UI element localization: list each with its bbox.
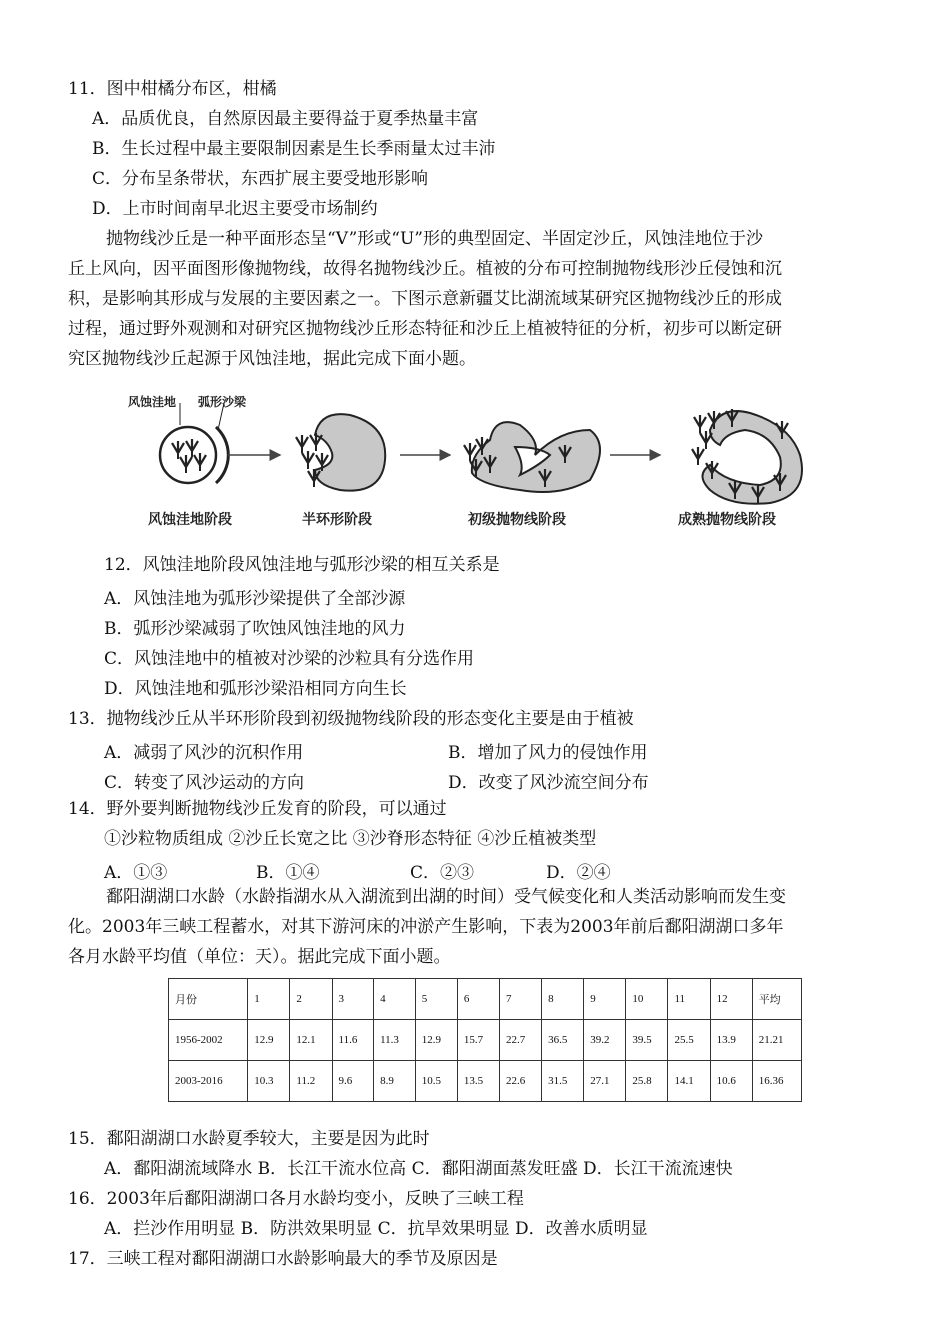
q14-items: ①沙粒物质组成 ②沙丘长宽之比 ③沙脊形态特征 ④沙丘植被类型 bbox=[104, 829, 597, 849]
table-cell: 10.5 bbox=[415, 1061, 457, 1102]
passage2-line: 化。2003年三峡工程蓄水，对其下游河床的冲淤产生影响，下表为2003年前后鄱阳湖湖口多年 bbox=[68, 917, 784, 937]
stage3-initial-parabola-graphic bbox=[464, 422, 600, 492]
table-header-row bbox=[169, 979, 802, 1020]
q12-stem: 12．风蚀洼地阶段风蚀洼地与弧形沙梁的相互关系是 bbox=[104, 555, 500, 575]
table-cell: 39.2 bbox=[584, 1020, 626, 1061]
table-cell: 13.9 bbox=[710, 1020, 752, 1061]
q13-option-a: A．减弱了风沙的沉积作用 bbox=[104, 743, 304, 763]
passage1-line: 究区抛物线沙丘起源于风蚀洼地，据此完成下面小题。 bbox=[68, 349, 476, 369]
q11-option-d: D．上市时间南早北迟主要受市场制约 bbox=[92, 199, 378, 219]
table-cell: 12.1 bbox=[290, 1020, 332, 1061]
q12-option-b: B．弧形沙梁减弱了吹蚀风蚀洼地的风力 bbox=[104, 619, 406, 639]
q17-stem: 17．三峡工程对鄱阳湖湖口水龄影响最大的季节及原因是 bbox=[68, 1249, 498, 1269]
table-header-cell: 4 bbox=[374, 979, 416, 1020]
q13-option-c: C．转变了风沙运动的方向 bbox=[104, 773, 305, 793]
stage4-mature-parabola-graphic bbox=[692, 409, 802, 504]
q14-stem: 14．野外要判断抛物线沙丘发育的阶段，可以通过 bbox=[68, 799, 447, 819]
q12-option-c: C．风蚀洼地中的植被对沙梁的沙粒具有分选作用 bbox=[104, 649, 475, 669]
passage-poyang-water-age bbox=[68, 882, 786, 972]
table-cell: 15.7 bbox=[457, 1020, 499, 1061]
passage2-line: 各月水龄平均值（单位：天）。据此完成下面小题。 bbox=[68, 947, 451, 967]
table-cell: 25.5 bbox=[668, 1020, 710, 1061]
q16-options: A．拦沙作用明显 B．防洪效果明显 C．抗旱效果明显 D．改善水质明显 bbox=[104, 1219, 648, 1239]
table-cell: 9.6 bbox=[332, 1061, 374, 1102]
table-header-cell: 11 bbox=[668, 979, 710, 1020]
q12-option-a: A．风蚀洼地为弧形沙梁提供了全部沙源 bbox=[104, 589, 406, 609]
caption-stage-2: 半环形阶段 bbox=[302, 512, 372, 528]
q13-stem: 13．抛物线沙丘从半环形阶段到初级抛物线阶段的形态变化主要是由于植被 bbox=[68, 709, 634, 729]
q16-stem: 16．2003年后鄱阳湖湖口各月水龄均变小，反映了三峡工程 bbox=[68, 1189, 524, 1209]
table-cell: 31.5 bbox=[542, 1061, 584, 1102]
table-cell: 10.3 bbox=[248, 1061, 290, 1102]
table-cell: 14.1 bbox=[668, 1061, 710, 1102]
table-row bbox=[169, 1020, 802, 1061]
table-header-cell: 12 bbox=[710, 979, 752, 1020]
table-cell: 25.8 bbox=[626, 1061, 668, 1102]
table-cell: 10.6 bbox=[710, 1061, 752, 1102]
table-header-cell: 月份 bbox=[169, 979, 248, 1020]
table-header-cell: 10 bbox=[626, 979, 668, 1020]
label-wind-erosion-depression: 风蚀洼地 bbox=[128, 395, 177, 409]
passage1-line: 丘上风向，因平面图形像抛物线，故得名抛物线沙丘。植被的分布可控制抛物线形沙丘侵蚀和沉 bbox=[68, 259, 782, 279]
table-cell: 2003-2016 bbox=[169, 1061, 248, 1102]
q11-stem: 11．图中柑橘分布区，柑橘 bbox=[68, 79, 277, 99]
table-cell: 27.1 bbox=[584, 1061, 626, 1102]
table-header-cell: 5 bbox=[415, 979, 457, 1020]
passage-parabolic-dunes bbox=[68, 224, 782, 374]
label-arc-sand-ridge: 弧形沙梁 bbox=[198, 395, 247, 409]
stage2-half-ring-graphic bbox=[296, 414, 385, 490]
q14-option-d: D．②④ bbox=[546, 863, 611, 883]
table-header-cell: 1 bbox=[248, 979, 290, 1020]
q11-option-c: C．分布呈条带状，东西扩展主要受地形影响 bbox=[92, 169, 429, 189]
table-cell: 21.21 bbox=[752, 1020, 801, 1061]
table-header-cell: 9 bbox=[584, 979, 626, 1020]
table-cell: 39.5 bbox=[626, 1020, 668, 1061]
q12-option-d: D．风蚀洼地和弧形沙梁沿相同方向生长 bbox=[104, 679, 407, 699]
table-row bbox=[169, 1061, 802, 1102]
table-cell: 8.9 bbox=[374, 1061, 416, 1102]
passage1-line: 抛物线沙丘是一种平面形态呈“V”形或“U”形的典型固定、半固定沙丘，风蚀洼地位于沙 bbox=[106, 229, 763, 249]
q11-option-a: A．品质优良，自然原因最主要得益于夏季热量丰富 bbox=[92, 109, 479, 129]
caption-stage-1: 风蚀洼地阶段 bbox=[148, 512, 232, 528]
q13-option-b: B．增加了风力的侵蚀作用 bbox=[448, 743, 648, 763]
passage1-line: 过程，通过野外观测和对研究区抛物线沙丘形态特征和沙丘上植被特征的分析，初步可以断定研 bbox=[68, 319, 782, 339]
table-header-cell: 7 bbox=[499, 979, 541, 1020]
q15-options: A．鄱阳湖流域降水 B．长江干流水位高 C．鄱阳湖面蒸发旺盛 D．长江干流流速快 bbox=[104, 1159, 733, 1179]
q14-option-a: A．①③ bbox=[104, 863, 168, 883]
table-header-cell: 2 bbox=[290, 979, 332, 1020]
q11-option-b: B．生长过程中最主要限制因素是生长季雨量太过丰沛 bbox=[92, 139, 496, 159]
table-cell: 12.9 bbox=[415, 1020, 457, 1061]
table-cell: 22.7 bbox=[499, 1020, 541, 1061]
q14-option-b: B．①④ bbox=[256, 863, 320, 883]
caption-stage-4: 成熟抛物线阶段 bbox=[678, 512, 776, 528]
table-cell: 22.6 bbox=[499, 1061, 541, 1102]
q13-option-d: D．改变了风沙流空间分布 bbox=[448, 773, 649, 793]
table-cell: 1956-2002 bbox=[169, 1020, 248, 1061]
water-age-table bbox=[168, 978, 802, 1102]
dune-formation-figure bbox=[120, 385, 820, 535]
q15-stem: 15．鄱阳湖湖口水龄夏季较大，主要是因为此时 bbox=[68, 1129, 430, 1149]
passage1-line: 积，是影响其形成与发展的主要因素之一。下图示意新疆艾比湖流域某研究区抛物线沙丘的形成 bbox=[68, 289, 782, 309]
table-cell: 11.2 bbox=[290, 1061, 332, 1102]
stage1-depression-graphic bbox=[160, 403, 228, 483]
table-cell: 12.9 bbox=[248, 1020, 290, 1061]
table-cell: 36.5 bbox=[542, 1020, 584, 1061]
table-cell: 13.5 bbox=[457, 1061, 499, 1102]
table-header-cell: 平均 bbox=[752, 979, 801, 1020]
table-header-cell: 6 bbox=[457, 979, 499, 1020]
table-cell: 11.3 bbox=[374, 1020, 416, 1061]
table-cell: 16.36 bbox=[752, 1061, 801, 1102]
table-header-cell: 3 bbox=[332, 979, 374, 1020]
table-header-cell: 8 bbox=[542, 979, 584, 1020]
table-cell: 11.6 bbox=[332, 1020, 374, 1061]
q14-option-c: C．②③ bbox=[410, 863, 475, 883]
passage2-line: 鄱阳湖湖口水龄（水龄指湖水从入湖流到出湖的时间）受气候变化和人类活动影响而发生变 bbox=[106, 887, 786, 907]
caption-stage-3: 初级抛物线阶段 bbox=[468, 512, 566, 528]
